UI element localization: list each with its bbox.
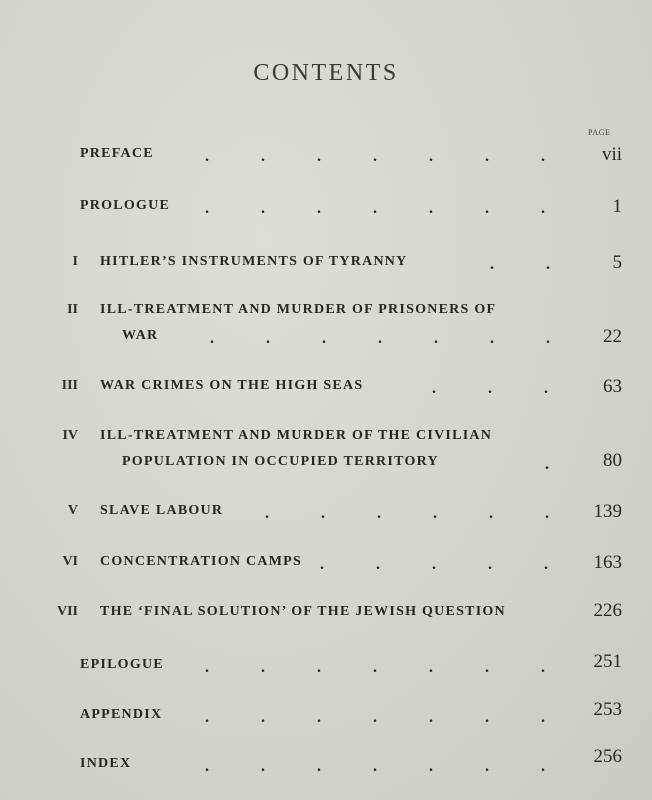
- toc-entry-label: ILL-TREATMENT AND MURDER OF PRISONERS OF: [100, 302, 497, 317]
- chapter-number: VI: [62, 554, 78, 569]
- leader-dots: . . . . . . .: [205, 200, 545, 217]
- chapter-number: VII: [56, 604, 78, 619]
- page-title: CONTENTS: [253, 60, 399, 86]
- toc-entry-page: 80: [603, 450, 622, 471]
- page-column-header: PAGE: [588, 128, 611, 137]
- toc-entry-label: SLAVE LABOUR: [100, 503, 224, 518]
- toc-entry-page: 139: [593, 501, 622, 522]
- leader-dots: . . . . . . .: [210, 330, 550, 347]
- toc-entry-page: 163: [593, 552, 622, 573]
- toc-entry-label: ILL-TREATMENT AND MURDER OF THE CIVILIAN: [100, 428, 493, 443]
- toc-entry-page: 63: [603, 376, 622, 397]
- leader-dots: . . .: [432, 380, 548, 397]
- toc-entry-label: PROLOGUE: [80, 198, 171, 213]
- chapter-number: II: [67, 302, 78, 317]
- toc-entry-label-continued: WAR: [122, 328, 159, 343]
- leader-dots: . . . . . . .: [205, 709, 545, 726]
- toc-entry-label: APPENDIX: [80, 707, 163, 722]
- toc-entry-label: CONCENTRATION CAMPS: [100, 554, 302, 569]
- chapter-number: I: [72, 254, 78, 269]
- toc-entry-page: 253: [593, 699, 622, 720]
- chapter-number: III: [61, 378, 78, 393]
- toc-entry-page: 5: [612, 252, 622, 273]
- toc-entry-page: 256: [593, 746, 622, 767]
- toc-entry-label: PREFACE: [80, 146, 154, 161]
- toc-entry-page: vii: [601, 144, 622, 165]
- leader-dots: .: [545, 456, 549, 473]
- toc-entry-label: WAR CRIMES ON THE HIGH SEAS: [100, 378, 364, 393]
- leader-dots: . . . . .: [320, 556, 548, 573]
- leader-dots: . . . . . . .: [205, 148, 545, 165]
- toc-entry-page: 251: [593, 651, 622, 672]
- toc-entry-page: 226: [593, 600, 622, 621]
- toc-entry-label-continued: POPULATION IN OCCUPIED TERRITORY: [122, 454, 439, 469]
- leader-dots: . .: [490, 256, 550, 273]
- toc-entry-label: HITLER’S INSTRUMENTS OF TYRANNY: [100, 254, 408, 269]
- chapter-number: V: [67, 503, 78, 518]
- leader-dots: . . . . . . .: [205, 659, 545, 676]
- toc-entry-label: THE ‘FINAL SOLUTION’ OF THE JEWISH QUESTION: [100, 604, 506, 619]
- leader-dots: . . . . . .: [265, 505, 549, 522]
- chapter-number: IV: [62, 428, 78, 443]
- leader-dots: . . . . . . .: [205, 758, 545, 775]
- toc-entry-page: 22: [603, 326, 622, 347]
- toc-entry-page: 1: [612, 196, 622, 217]
- toc-entry-label: EPILOGUE: [80, 657, 164, 672]
- toc-entry-label: INDEX: [80, 756, 132, 771]
